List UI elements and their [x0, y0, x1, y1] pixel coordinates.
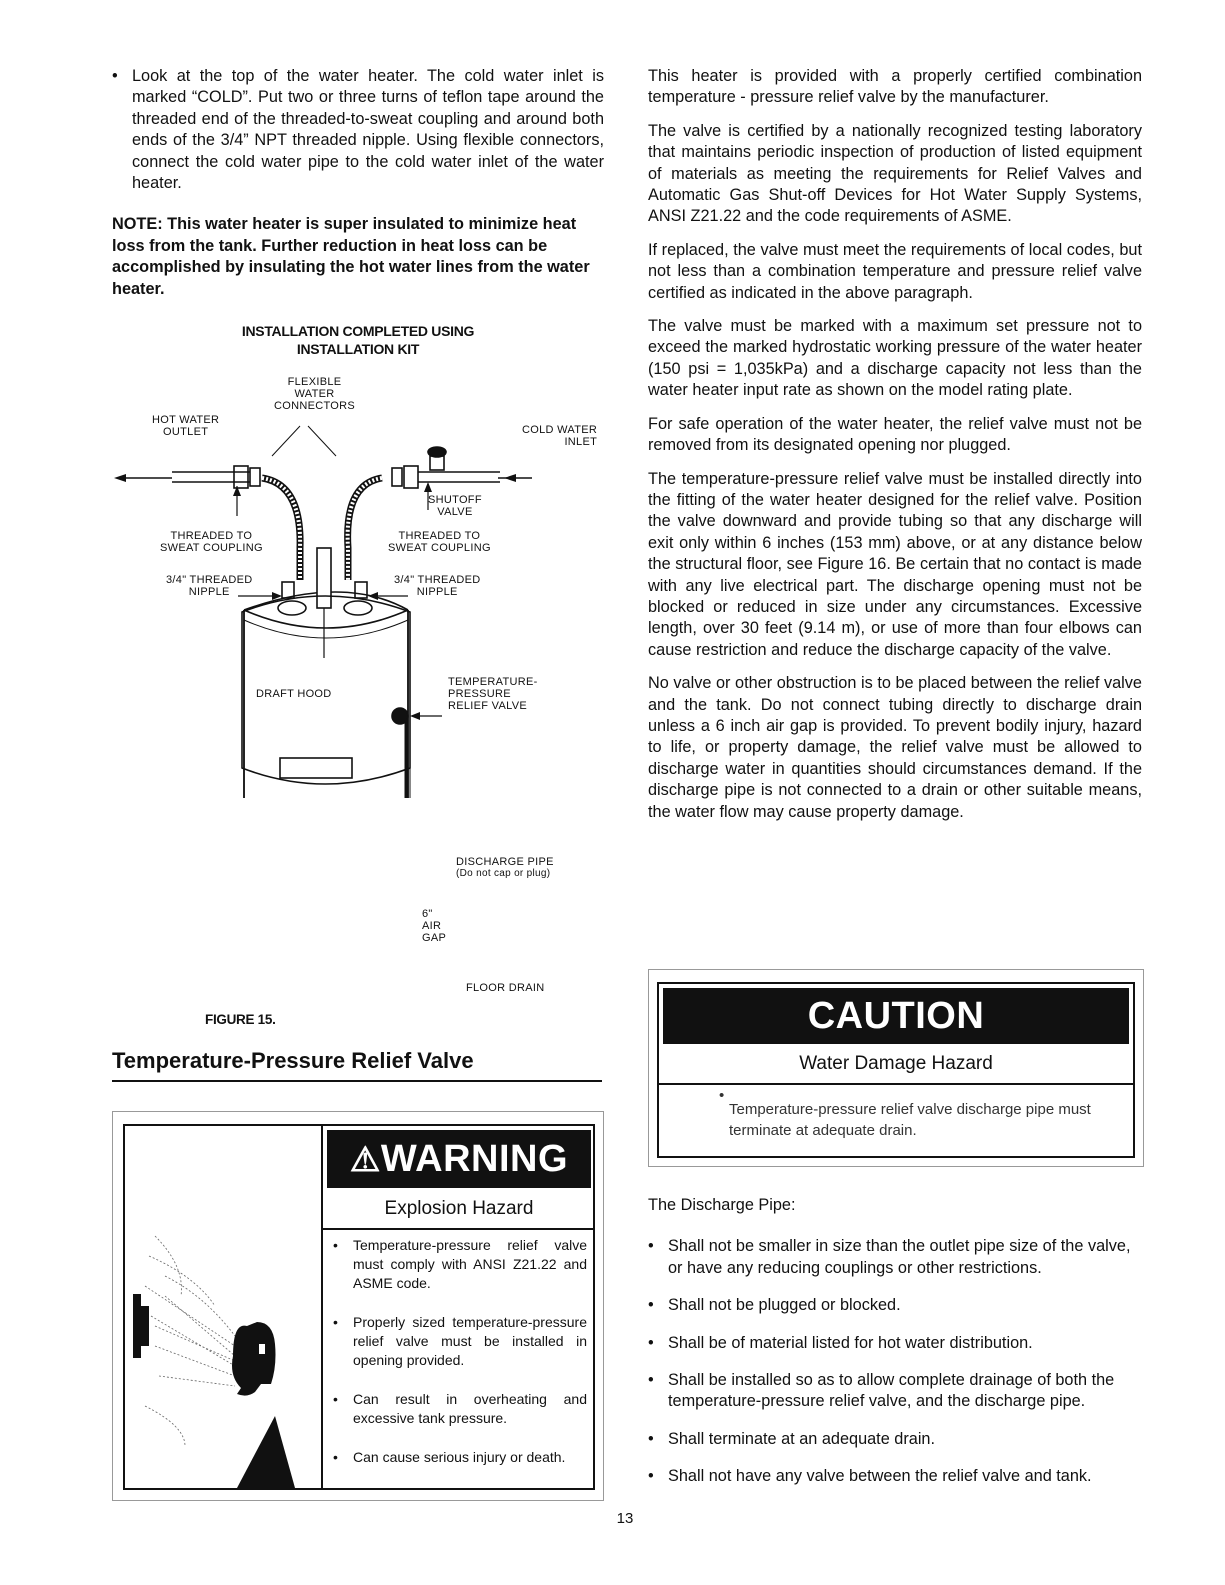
label-nipple-left: 3/4" THREADED NIPPLE: [166, 574, 253, 599]
person-silhouette-icon: [232, 1322, 276, 1396]
paragraph: The valve must be marked with a maximum set pressure not to exceed the marked hydrostatic working pressure of the water heater (150 psi = 1,035kPa) and a discharge capacity not less than the water heater input rate as shown on the model rating plate.: [648, 317, 1142, 400]
label-floor-drain: FLOOR DRAIN: [466, 982, 545, 994]
paragraph: No valve or other obstruction is to be placed between the relief valve and the tank. Do not connect tubing directly to discharge drain unless a 6 inch air gap is provided. To prevent bodily injury, hazard to life, or property damage, the relief valve must be allowed to discharge water in quantities should circumstances demand. If the discharge pipe is not connected to a drain or other suitable means, the water flow may cause property damage.: [648, 674, 1142, 821]
cold-inlet-instruction: • Look at the top of the water heater. The cold water inlet is marked “COLD”. Put two or three turns of teflon tape around the threaded end of the threaded-to-sweat coupling and around both ends of the 3/4” NPT threaded nipple. Using flexible connectors, connect the cold water pipe to the cold water inlet of the water heater.: [112, 66, 604, 194]
paragraph: The temperature-pressure relief valve must be installed directly into the fitting of the water heater designed for the relief valve. Position the valve downward and provide tubing so that any discharge will exit only within 6 inches (153 mm) above, or at any distance below the structural floor, see Figure 16. Be certain that no contact is made with any live electrical part. The discharge opening must not be blocked or reduced in size under any circumstances. Excessive length, over 30 feet (9.14 m), or use of more than four elbows can cause restriction and reduce the discharge capacity of the valve.: [648, 469, 1142, 659]
warning-item: • Can result in overheating and excessive tank pressure.: [333, 1390, 587, 1428]
label-nipple-right: 3/4" THREADED NIPPLE: [394, 574, 481, 599]
water-heater-installation-diagram: [112, 368, 604, 798]
label-discharge-pipe: DISCHARGE PIPE (Do not cap or plug): [456, 856, 554, 879]
paragraph: If replaced, the valve must meet the requirements of local codes, but not less than a combination temperature and pressure relief valve certified as indicated in the above paragraph.: [648, 240, 1142, 302]
discharge-pipe-section: [648, 1195, 1142, 1504]
paragraph: For safe operation of the water heater, the relief valve must not be removed from its designated opening nor plugged.: [648, 414, 1142, 455]
section-heading: Temperature-Pressure Relief Valve: [112, 1048, 602, 1082]
label-threaded-to-sweat-right: THREADED TO SWEAT COUPLING: [388, 530, 491, 555]
discharge-item: • Shall be installed so as to allow complete drainage of both the temperature-pressure relief valve, and the discharge pipe.: [648, 1370, 1142, 1413]
explosion-hazard-figure: [125, 1126, 321, 1488]
label-cold-water-inlet: COLD WATER INLET: [522, 424, 598, 449]
warning-triangle-icon: ⚠: [349, 1141, 381, 1179]
paragraph: The valve is certified by a nationally recognized testing laboratory that maintains periodic inspection of production of listed equipment of materials as meeting the requirements for Relief Valves and Automatic Gas Shut-off Devices for Hot Water Supply Systems, ANSI Z21.22 and the code requirements of ASME.: [648, 121, 1142, 226]
left-column: [112, 66, 604, 994]
caution-body: • Temperature-pressure relief valve discharge pipe must terminate at adequate drain.: [719, 1085, 1133, 1141]
warning-item: • Can cause serious injury or death.: [333, 1448, 587, 1467]
discharge-heading: The Discharge Pipe:: [648, 1196, 796, 1214]
warning-banner: ⚠WARNING: [327, 1130, 591, 1188]
label-air-gap: 6" AIR GAP: [422, 908, 447, 944]
label-hot-water-outlet: HOT WATER OUTLET: [152, 414, 220, 439]
discharge-item: • Shall not be smaller in size than the outlet pipe size of the valve, or have any reducing couplings or other restrictions.: [648, 1236, 1142, 1279]
caution-hazard-title: Water Damage Hazard: [659, 1044, 1133, 1085]
warning-hazard-title: Explosion Hazard: [323, 1188, 595, 1230]
label-draft-hood: DRAFT HOOD: [256, 688, 332, 701]
page-number: 13: [616, 1510, 634, 1527]
warning-item: • Properly sized temperature-pressure relief valve must be installed in opening provided.: [333, 1313, 587, 1370]
caution-box: [648, 969, 1144, 1167]
discharge-item: • Shall not have any valve between the relief valve and tank.: [648, 1466, 1142, 1487]
warning-box: [112, 1111, 604, 1501]
discharge-item: • Shall be of material listed for hot water distribution.: [648, 1333, 1142, 1354]
valve-outlet-icon: [133, 1294, 141, 1358]
figure-title: [112, 322, 604, 358]
discharge-item: • Shall not be plugged or blocked.: [648, 1295, 1142, 1316]
figure-caption: FIGURE 15.: [205, 1012, 276, 1027]
label-shutoff-valve: SHUTOFF VALVE: [428, 494, 482, 519]
label-tp-valve: TEMPERATURE- PRESSURE RELIEF VALVE: [448, 676, 538, 712]
label-flexible-connectors: FLEXIBLE WATER CONNECTORS: [274, 376, 356, 413]
right-column: [648, 66, 1142, 823]
discharge-item: • Shall terminate at an adequate drain.: [648, 1429, 1142, 1450]
warning-item: • Temperature-pressure relief valve must comply with ANSI Z21.22 and ASME code.: [333, 1236, 587, 1293]
caution-banner: CAUTION: [663, 988, 1129, 1044]
figure-title-line-2: INSTALLATION KIT: [296, 341, 420, 358]
figure-title-line-1: INSTALLATION COMPLETED USING: [241, 323, 475, 340]
paragraph: This heater is provided with a properly certified combination temperature - pressure relief valve by the manufacturer.: [648, 67, 1142, 107]
warning-items: [323, 1230, 595, 1467]
label-threaded-to-sweat-left: THREADED TO SWEAT COUPLING: [160, 530, 263, 555]
person-body-icon: [237, 1416, 295, 1488]
insulation-note: NOTE: This water heater is super insulated to minimize heat loss from the tank. Further reduction in heat loss can be accomplished by insulating the hot water lines from the water heater.: [112, 215, 590, 298]
